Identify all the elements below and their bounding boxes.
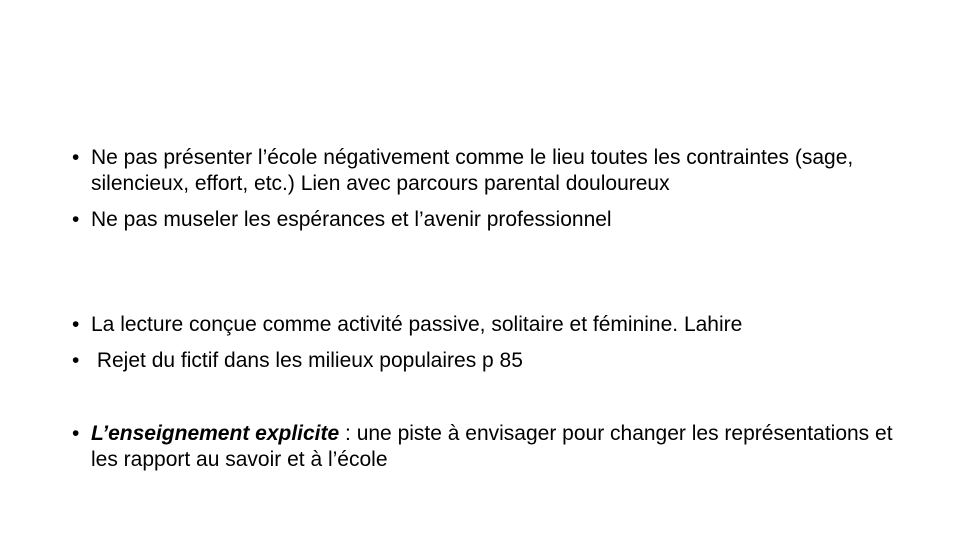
bullet-text: : une piste à envisager pour changer les représentations et les rapport au savoir et à l’école [91,422,893,471]
bullet-item [72,145,902,197]
bullet-text: Rejet du fictif dans les milieux populaires p 85 [91,349,523,372]
bullet-item [72,421,902,473]
bullet-text: La lecture conçue comme activité passive, solitaire et féminine. Lahire [91,313,743,336]
bullet-group-3 [72,421,902,473]
emphasized-term: L’enseignement explicite [91,422,340,445]
bullet-group-1 [72,145,902,233]
bullet-icon: • [72,146,80,169]
bullet-icon: • [72,208,80,231]
bullet-item [72,348,902,374]
bullet-item [72,207,902,233]
bullet-text: Ne pas présenter l’école négativement comme le lieu toutes les contraintes (sage, silencieux, effort, etc.) Lien avec parcours parental douloureux [91,146,854,195]
bullet-icon: • [72,313,80,336]
bullet-text: Ne pas museler les espérances et l’avenir professionnel [91,208,612,231]
bullet-icon: • [72,422,80,445]
bullet-icon: • [72,349,80,372]
bullet-item [72,312,902,338]
bullet-group-2 [72,312,902,374]
